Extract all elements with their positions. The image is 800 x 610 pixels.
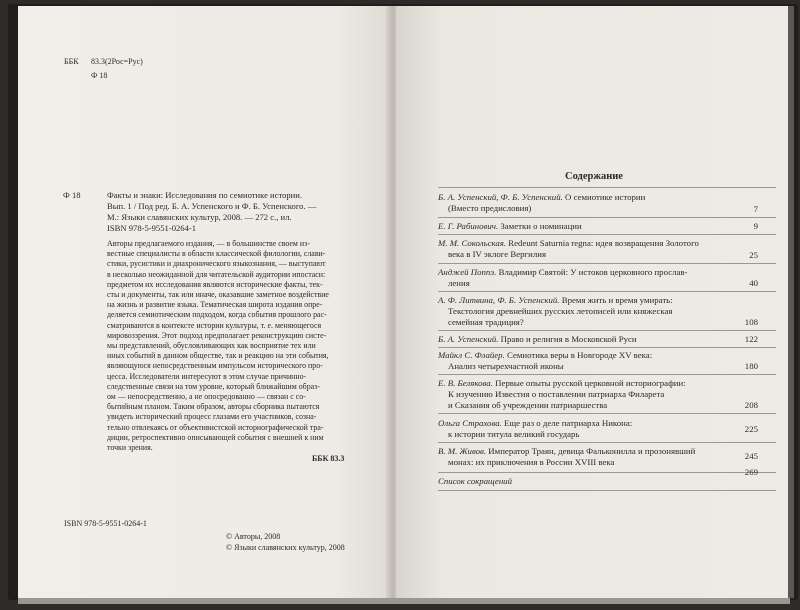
annotation-line: увидеть исторический процесс глазами его участников, сознa- (107, 412, 317, 422)
entry-title: Император Траян, девица Фалькониллa и прозонявший (488, 446, 696, 456)
annotation-line: мировоззрения. Этот подход предполагает реконструкцию систе- (107, 330, 327, 340)
annotation-line: являющуюся непосредственным импульсом исторического про- (107, 361, 323, 371)
entry-title: Заметки о номинации (500, 221, 582, 231)
toc-divider (438, 472, 776, 473)
entry-author: Е. Г. Рабинович. (438, 221, 499, 231)
entry-page: 122 (744, 334, 758, 344)
annotation-line: точки зрения. (107, 443, 153, 453)
biblio-line-3: М.: Языки славянских культур, 2008. — 272 с., ил. (107, 212, 292, 222)
toc-divider (438, 187, 776, 188)
annotation-line: предметом их исследования являются исторические факты, тек- (107, 279, 323, 289)
entry-title-cont: К изучению Известия о поставлении патриарха Филарета (448, 389, 665, 399)
annotation-line: в несколько неожиданной для читательской аудитории ипостаси: (107, 269, 326, 279)
annotation-line: диции, ретроспективно описывающей события с внешней к ним (107, 432, 324, 442)
entry-page: 25 (749, 250, 758, 260)
toc-entry (438, 446, 758, 468)
toc-title: Содержание (565, 171, 623, 182)
toc-entry (438, 267, 758, 289)
toc-entry (438, 221, 758, 232)
entry-author: Майкл С. Флайер. (438, 350, 505, 360)
bbk-bottom: ББК 83.3 (312, 454, 345, 463)
entry-title-cont: Текстология древнейших русских летописей или княжеская (448, 306, 673, 316)
entry-page: 180 (744, 361, 758, 371)
f-top-label: Ф 18 (91, 71, 108, 80)
annotation-line: сты и документы, так или иначе, оказавшие заметное воздействие (107, 290, 329, 300)
entry-title: О семиотике истории (565, 192, 646, 202)
biblio-line-1: Факты и знаки: Исследования по семиотике истории. (107, 190, 303, 200)
toc-entry (438, 350, 758, 372)
entry-title: Еще раз о деле патриарха Никона: (504, 418, 633, 428)
isbn-main: ISBN 978-5-9551-0264-1 (107, 223, 197, 233)
entry-title-cont: к истории титула великий государь (448, 429, 580, 439)
annotation-line: деляется семиотическим подходом, когда события прошлого рас- (107, 310, 327, 320)
annotation-line: Авторы предлагаемого издания, — в большинстве своем из- (107, 239, 310, 248)
toc-divider (438, 291, 776, 292)
annotation-line: вестные специалисты в области классической филологии, слави- (107, 249, 326, 259)
annotation-line: сматриваются в контексте истории культуры, т. е. меняющегося (107, 320, 322, 330)
entry-title: Право и религия в Московской Руси (500, 334, 637, 344)
entry-page: 9 (753, 221, 758, 231)
bbk-top-label: ББК (64, 57, 79, 66)
annotation-line: стики, русистики и диахронического языкознания, — выступают (107, 259, 326, 269)
entry-author: Ольга Страхова. (438, 418, 502, 428)
entry-author: Б. А. Успенский, Ф. Б. Успенский. (438, 192, 563, 202)
f-main-label: Ф 18 (63, 190, 81, 200)
toc-entry (438, 418, 758, 440)
entry-title-cont: монах: их приключения в России XVIII века (448, 457, 615, 467)
toc-entry (438, 334, 758, 345)
entry-title-cont: Анализ четырехчастной иконы (448, 361, 564, 371)
entry-title-cont: семейная традиция? (448, 317, 524, 327)
page-edge-right (788, 6, 794, 598)
entry-page: 208 (744, 400, 758, 410)
entry-author: А. Ф. Литвина, Ф. Б. Успенский. (438, 295, 560, 305)
annotation-line: на жизнь и развитие языка. Тематическая широта издания опре- (107, 300, 323, 310)
entry-title: Время жить и время умирать: (561, 295, 673, 305)
entry-title-cont: (Вместо предисловия) (448, 203, 532, 213)
annotation-line: тельно отвлекаясь от объективистской историографической тра- (107, 422, 324, 432)
entry-title-cont: и Сказания об учреждении патриаршества (448, 400, 608, 410)
entry-page: 225 (744, 424, 758, 434)
entry-author: М. М. Сокольская. (438, 238, 507, 248)
entry-title: Владимир Святой: У истоков церковного прослав- (498, 267, 688, 277)
entry-page: 269 (744, 467, 758, 477)
annotation-line: следственные связи на том уровне, который ближайшим образ- (107, 381, 320, 391)
annotation-line: иных событий в данном обществе, так и реакцию на эти события, (107, 351, 329, 361)
isbn-bottom: ISBN 978-5-9551-0264-1 (64, 519, 147, 528)
toc-entry (438, 238, 758, 260)
entry-page: 7 (753, 204, 758, 214)
entry-page: 245 (744, 451, 758, 461)
annotation-line: ом — непосредственно, а не опосредованно — связан с со- (107, 392, 306, 402)
toc-divider (438, 234, 776, 235)
annotation-line: бытийным планом. Таким образом, авторы сборника пытаются (107, 402, 320, 412)
annotation-line: мы представлений, обусловливающих как восприятие тех или (107, 341, 316, 351)
entry-author: Е. В. Белякова. (438, 378, 493, 388)
entry-title: Семиотика веры в Новгороде XV века: (506, 350, 653, 360)
entry-title: Первые опыты русской церковной историографии: (495, 378, 686, 388)
toc-divider (438, 217, 776, 218)
entry-title: Список сокращений (438, 476, 512, 486)
toc-entry (438, 378, 758, 411)
toc-divider (438, 347, 776, 348)
toc-entry (438, 476, 758, 487)
toc-divider (438, 490, 776, 491)
entry-page: 108 (744, 317, 758, 327)
toc-entry (438, 192, 758, 214)
biblio-line-2: Вып. 1 / Под ред. Б. А. Успенского и Ф. Б. Успенского. — (107, 201, 317, 211)
toc-divider (438, 442, 776, 443)
entry-author: Б. А. Успенский. (438, 334, 499, 344)
copyright-publisher: © Языки славянских культур, 2008 (226, 543, 345, 552)
toc-divider (438, 413, 776, 414)
annotation-line: цесса. Исследователи интересуют в этом случае причинно- (107, 371, 307, 381)
entry-title-cont: ления (448, 278, 470, 288)
toc-entry (438, 295, 758, 328)
entry-title: Redeunt Saturnia regna: идея возвращения Золотого (508, 238, 699, 248)
bbk-top-code: 83.3(2Рос=Рус) (91, 57, 143, 66)
entry-author: В. М. Живов. (438, 446, 487, 456)
toc-divider (438, 330, 776, 331)
entry-author: Анджей Поппэ. (438, 267, 497, 277)
copyright-authors: © Авторы, 2008 (226, 532, 281, 541)
entry-page: 40 (749, 278, 758, 288)
toc-divider (438, 374, 776, 375)
toc-divider (438, 263, 776, 264)
entry-title-cont: века в IV эклоге Вергилия (448, 249, 546, 259)
annotation (107, 239, 329, 453)
page-edge-bottom (18, 598, 790, 604)
